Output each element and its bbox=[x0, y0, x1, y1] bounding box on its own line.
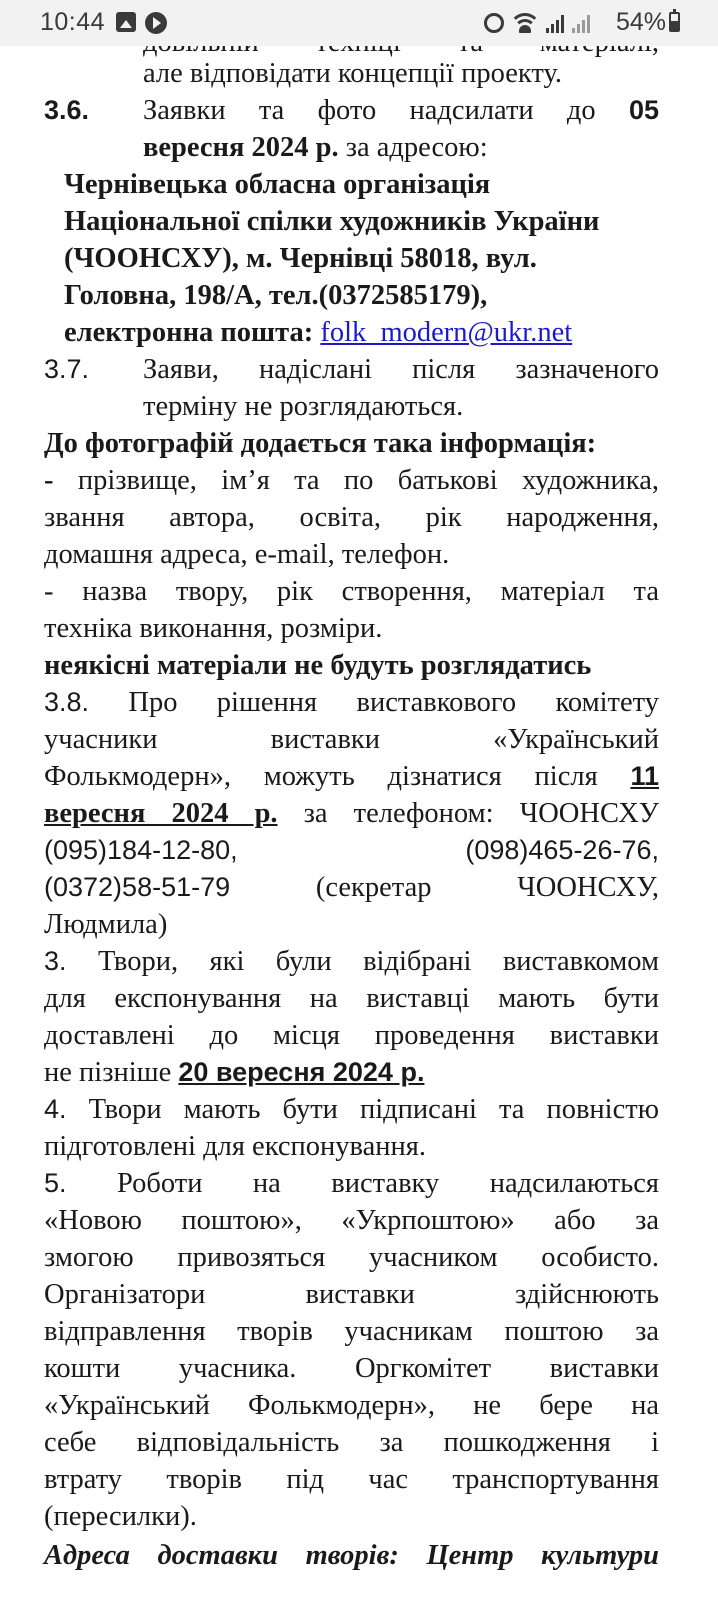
item-number-5: 5. bbox=[44, 1168, 67, 1198]
address-line: електронна пошта: folk_modern@ukr.net bbox=[64, 317, 573, 348]
wifi-icon bbox=[512, 11, 538, 33]
text-line: звання автора, освіта, рік народження, bbox=[44, 502, 659, 533]
text-line: змогою привозяться учасником особисто. bbox=[44, 1242, 659, 1273]
text-line: себе відповідальність за пошкодження і bbox=[44, 1427, 659, 1458]
item-number-4: 4. bbox=[44, 1094, 67, 1124]
status-bar bbox=[0, 0, 718, 46]
text-line: «Український Фолькмодерн», не бере на bbox=[44, 1390, 659, 1421]
item-number-3: 3. bbox=[44, 946, 67, 976]
system-icons bbox=[484, 11, 590, 33]
signal-icon-sim2 bbox=[572, 13, 590, 33]
text-line: кошти учасника. Оргкомітет виставки bbox=[44, 1353, 659, 1384]
battery-icon bbox=[669, 12, 680, 32]
status-time: 10:44 bbox=[40, 8, 106, 36]
address-line: (ЧООНСХУ), м. Чернівці 58018, вул. bbox=[64, 243, 537, 274]
text-line: - назва твору, рік створення, матеріал та bbox=[44, 576, 659, 607]
item-number-3-7: 3.7. bbox=[44, 354, 90, 384]
media-play-icon bbox=[145, 12, 167, 34]
text-line: (пересилки). bbox=[44, 1501, 197, 1532]
text-line: учасники виставки «Український bbox=[44, 724, 659, 755]
text-line: вересня 2024 р. за телефоном: ЧООНСХУ bbox=[44, 798, 659, 829]
text-line: 3. Твори, які були відібрані виставкомом bbox=[44, 946, 659, 977]
text-line: «Новою поштою», «Укрпоштою» або за bbox=[44, 1205, 659, 1236]
text-line: Фолькмодерн», можуть дізнатися після 11 bbox=[44, 761, 659, 792]
item-number-3-8: 3.8. bbox=[44, 687, 90, 717]
signal-icon-sim1 bbox=[546, 13, 564, 33]
alarm-icon bbox=[484, 13, 504, 33]
text-line: Людмила) bbox=[44, 909, 168, 940]
text-line: вересня 2024 р. за адресою: bbox=[143, 132, 488, 163]
text-line: втрату творів під час транспортування bbox=[44, 1464, 659, 1495]
section-heading: До фотографій додається така інформація: bbox=[44, 428, 597, 459]
battery-fill bbox=[671, 21, 678, 30]
text-line: відправлення творів учасникам поштою за bbox=[44, 1316, 659, 1347]
text-line: Заяви, надіслані після зазначеного bbox=[143, 354, 659, 385]
text-line: доставлені до місця проведення виставки bbox=[44, 1020, 659, 1051]
email-link[interactable]: folk_modern@ukr.net bbox=[320, 317, 573, 348]
address-line: Головна, 198/А, тел.(0372585179), bbox=[64, 280, 488, 311]
text-line: - прізвище, ім’я та по батькові художника, bbox=[44, 465, 659, 496]
text-line: 3.8. Про рішення виставкового комітету bbox=[44, 687, 659, 718]
phone-line: (095)184-12-80, (098)465-26-76, bbox=[44, 835, 659, 865]
battery-percent: 54% bbox=[615, 8, 666, 36]
gallery-icon bbox=[116, 12, 136, 32]
text-line: Адреса доставки творів: Центр культури bbox=[44, 1540, 659, 1571]
text-line: 5. Роботи на виставку надсилаються bbox=[44, 1168, 659, 1199]
address-line: Чернівецька обласна організація bbox=[64, 169, 491, 200]
text-line: але відповідати концепції проекту. bbox=[143, 58, 562, 89]
notification-icons bbox=[116, 12, 167, 34]
text-line: Заявки та фото надсилати до 05 bbox=[143, 95, 659, 126]
text-line: для експонування на виставці мають бути bbox=[44, 983, 659, 1014]
text-line: 4. Твори мають бути підписані та повністю bbox=[44, 1094, 659, 1125]
text-line: терміну не розглядаються. bbox=[143, 391, 464, 422]
text-line: підготовлені для експонування. bbox=[44, 1131, 426, 1162]
text-line: техніка виконання, розміри. bbox=[44, 613, 383, 644]
item-number-3-6: 3.6. bbox=[44, 95, 90, 125]
phone-line: (0372)58-51-79 (секретар ЧООНСХУ, bbox=[44, 872, 659, 903]
text-line: не пізніше 20 вересня 2024 р. bbox=[44, 1057, 425, 1088]
address-line: Національної спілки художників України bbox=[64, 206, 600, 237]
section-heading: неякісні матеріали не будуть розглядатись bbox=[44, 650, 592, 681]
text-line: Організатори виставки здійснюють bbox=[44, 1279, 659, 1310]
text-line: домашня адреса, e-mail, телефон. bbox=[44, 539, 450, 570]
